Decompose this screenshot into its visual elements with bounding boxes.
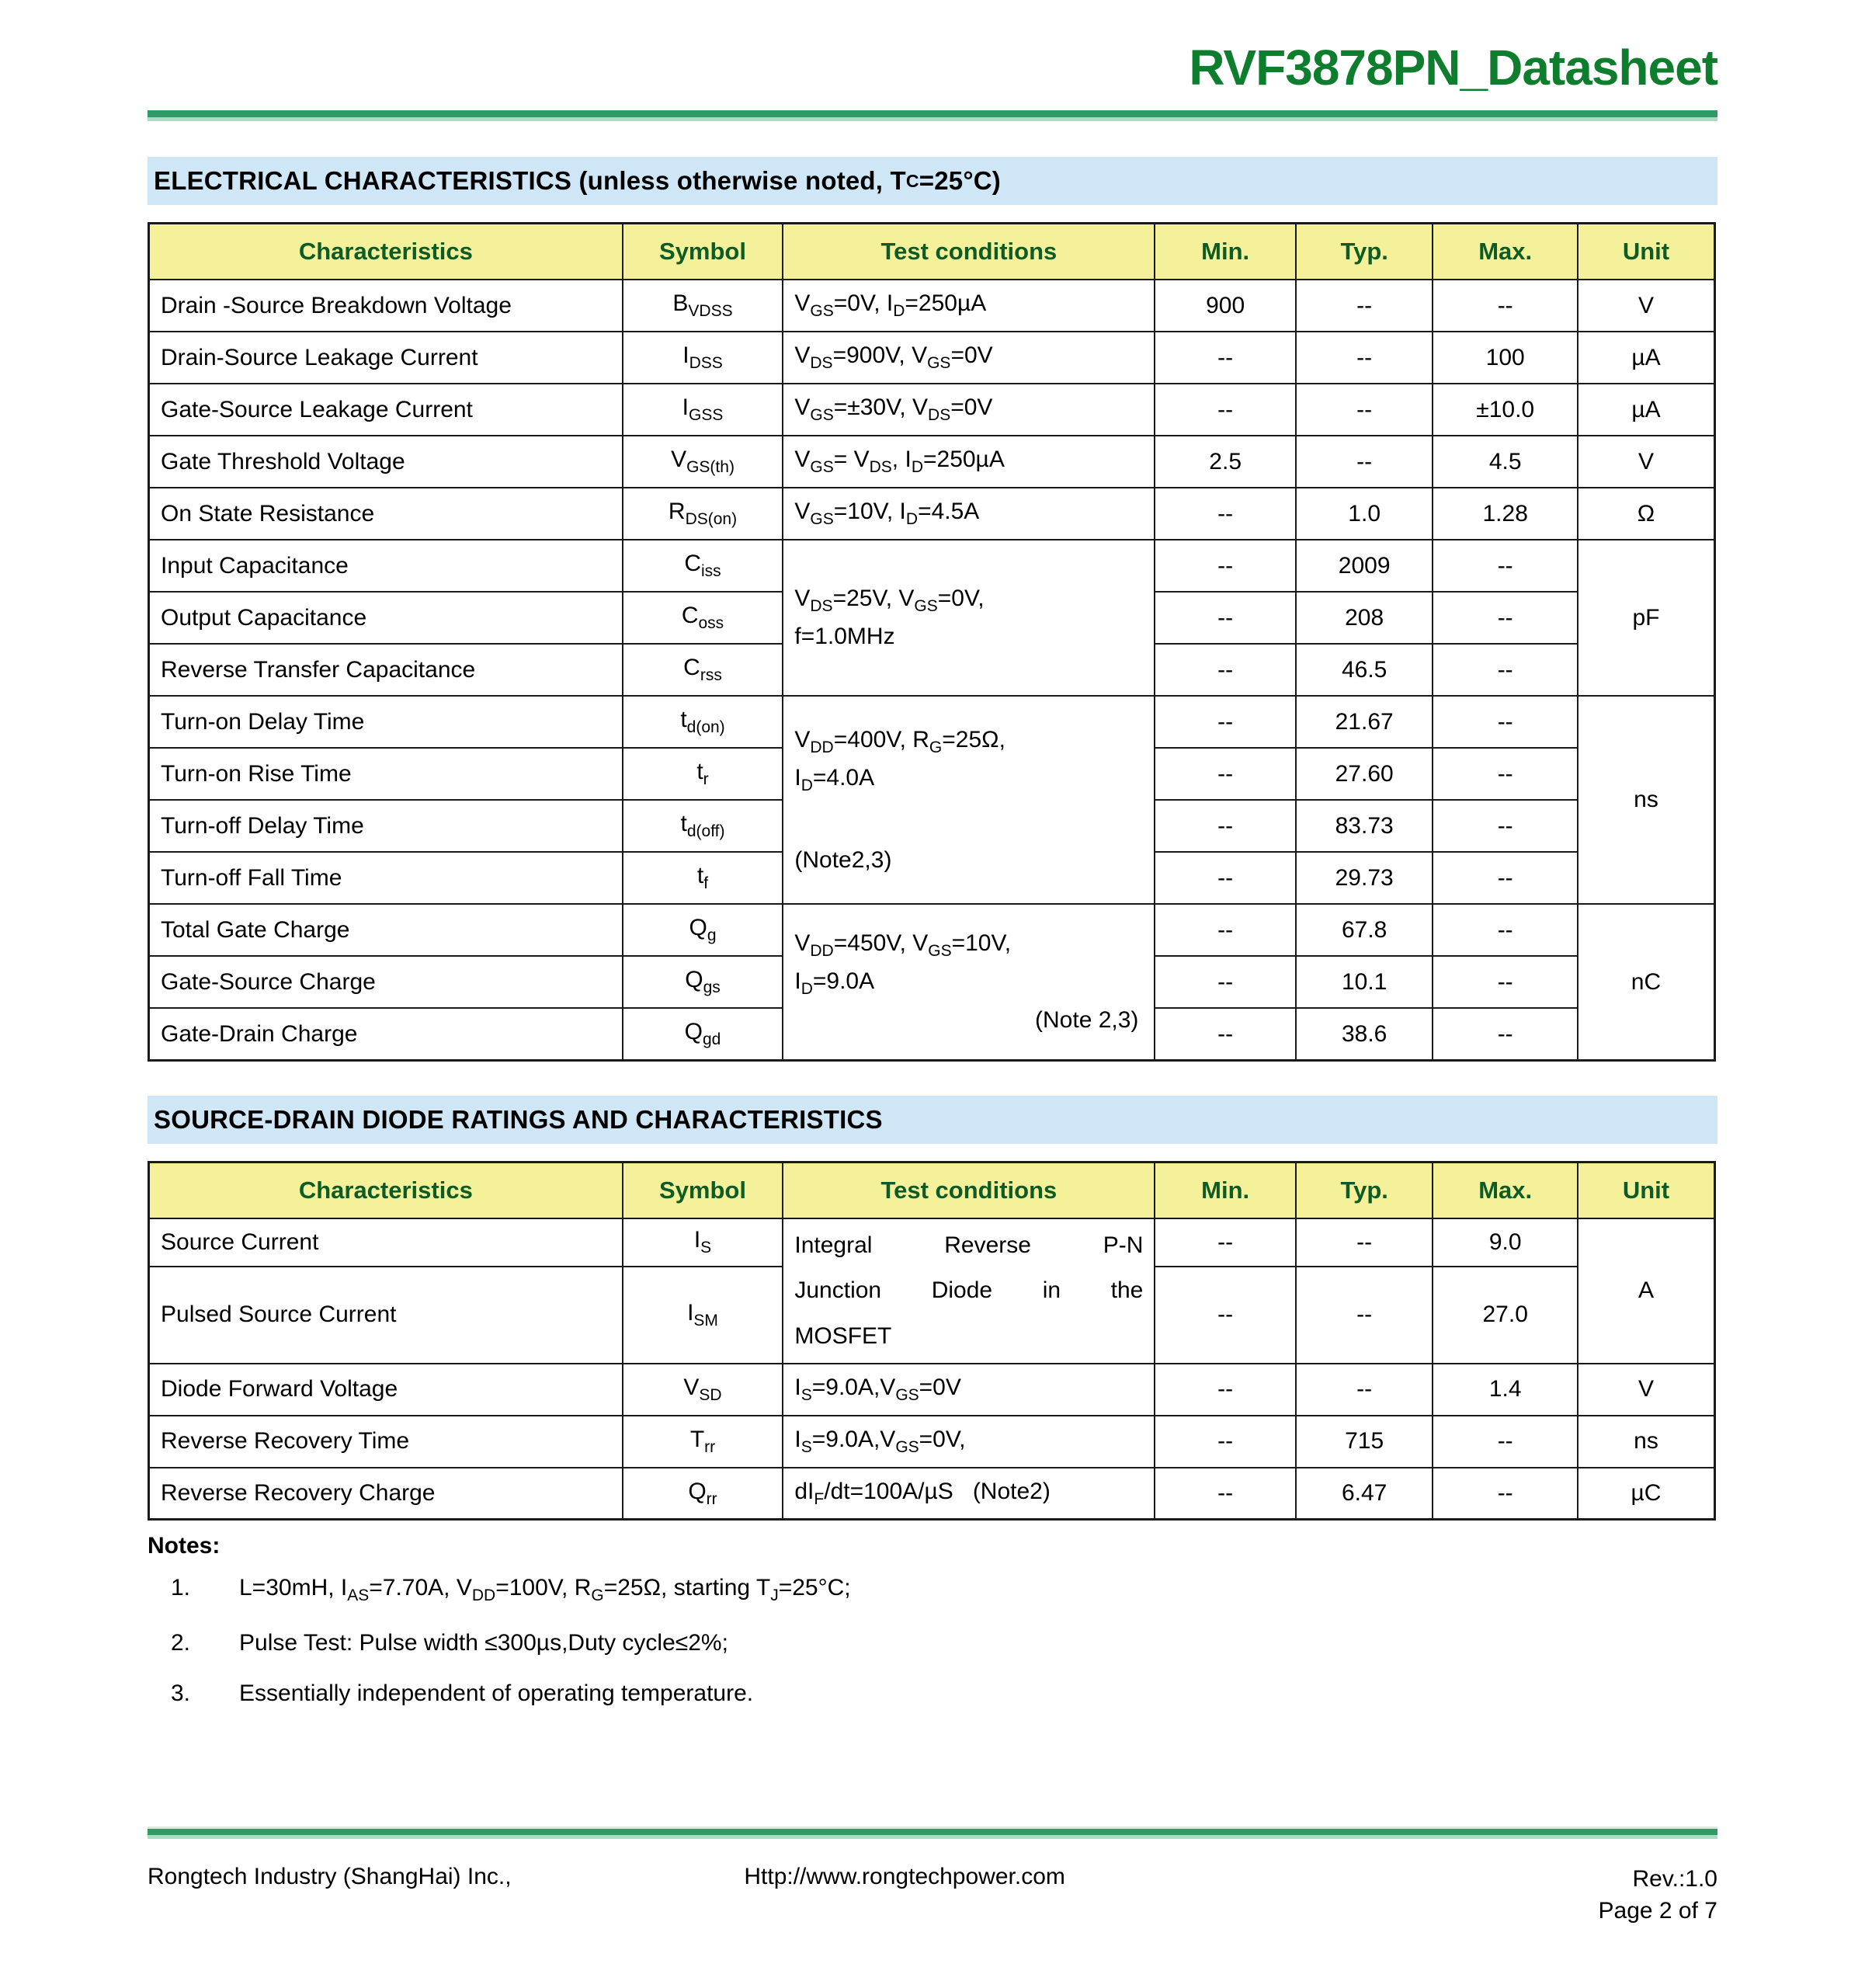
page-title: RVF3878PN_Datasheet: [1189, 40, 1717, 96]
symbol-sub: rr: [704, 1437, 716, 1456]
symbol-sub: SD: [699, 1385, 722, 1404]
cell-typ: 46.5: [1296, 644, 1433, 696]
table-row: [149, 904, 1715, 956]
table-header-row: [149, 224, 1715, 280]
cell-condition: $V_{GS}=\pm 30V$, $V_{DS}=0V$: [783, 384, 1155, 436]
cell-typ: 6.47: [1296, 1468, 1433, 1520]
cell-symbol: [623, 1008, 783, 1060]
table-header-row: [149, 1162, 1715, 1218]
condition-word: P-N: [1103, 1232, 1144, 1258]
cell-min: --: [1155, 384, 1296, 436]
symbol-sub: g: [707, 926, 717, 945]
notes-title: Notes:: [148, 1533, 221, 1559]
cell-characteristic: Drain -Source Breakdown Voltage: [149, 280, 623, 332]
cell-typ: --: [1296, 280, 1433, 332]
cell-condition: $V_{GS}=0V$, $I_D=250\mu A$: [783, 280, 1155, 332]
cell-max: --: [1433, 280, 1578, 332]
symbol-base: t: [680, 811, 687, 837]
cell-symbol: [623, 384, 783, 436]
cell-condition: $dI_F/dt=100A/\mu S$ (Note2): [783, 1468, 1155, 1520]
col-typ: Typ.: [1296, 224, 1433, 280]
symbol-base: t: [696, 863, 704, 889]
col-symbol: Symbol: [623, 1162, 783, 1218]
footer-page-number: Page 2 of 7: [1598, 1897, 1717, 1924]
condition-line-1: $V_{DD}=400V$, $R_G=25\Omega$,: [794, 726, 1005, 756]
header-rule: [148, 110, 1717, 121]
cell-unit: µA: [1578, 332, 1715, 384]
table-row: [149, 540, 1715, 592]
cell-min: --: [1155, 1008, 1296, 1060]
symbol-base: Q: [688, 1478, 707, 1504]
cell-condition: $I_S=9.0A,V_{GS}=0V$: [783, 1364, 1155, 1416]
cell-characteristic: Diode Forward Voltage: [149, 1364, 623, 1416]
cell-typ: 38.6: [1296, 1008, 1433, 1060]
cell-characteristic: Reverse Transfer Capacitance: [149, 644, 623, 696]
table-row: [149, 384, 1715, 436]
symbol-base: t: [696, 759, 703, 785]
cell-typ: 29.73: [1296, 852, 1433, 904]
cell-characteristic: Turn-off Delay Time: [149, 800, 623, 852]
condition-word: in: [1042, 1277, 1061, 1304]
cell-max: --: [1433, 1008, 1578, 1060]
section-heading-electrical-sub: C: [905, 170, 919, 191]
table-row: [149, 332, 1715, 384]
section-heading-diode: SOURCE-DRAIN DIODE RATINGS AND CHARACTERISTICS: [148, 1096, 1717, 1144]
condition-line-3: MOSFET: [794, 1322, 892, 1349]
footer-company: Rongtech Industry (ShangHai) Inc.,: [148, 1864, 512, 1889]
symbol-sub: DSS: [689, 354, 723, 373]
cell-min: --: [1155, 696, 1296, 748]
cell-min: --: [1155, 1416, 1296, 1468]
cell-max: --: [1433, 1416, 1578, 1468]
cell-unit: Ω: [1578, 488, 1715, 540]
symbol-sub: f: [703, 874, 709, 893]
cell-unit-gatecharge: nC: [1578, 904, 1715, 1060]
col-test-conditions: Test conditions: [783, 224, 1155, 280]
cell-min: --: [1155, 332, 1296, 384]
condition-line-2: $I_D=4.0A$: [794, 765, 875, 795]
table-row: [149, 696, 1715, 748]
cell-characteristic: Turn-off Fall Time: [149, 852, 623, 904]
cell-condition-diode: [783, 1218, 1155, 1364]
cell-characteristic: On State Resistance: [149, 488, 623, 540]
cell-characteristic: Drain-Source Leakage Current: [149, 332, 623, 384]
cell-characteristic: Source Current: [149, 1218, 623, 1267]
symbol-base: I: [682, 342, 689, 369]
cell-symbol: [623, 1468, 783, 1520]
section-heading-electrical-main: ELECTRICAL CHARACTERISTICS (unless otherwise noted, T: [154, 166, 906, 196]
cell-characteristic: Turn-on Rise Time: [149, 748, 623, 800]
cell-typ: 2009: [1296, 540, 1433, 592]
cell-typ: --: [1296, 1267, 1433, 1364]
cell-symbol: [623, 1218, 783, 1267]
notes-list: [148, 1573, 1717, 1708]
cell-symbol: [623, 696, 783, 748]
cell-symbol: [623, 488, 783, 540]
cell-max: --: [1433, 800, 1578, 852]
symbol-sub: GSS: [689, 406, 724, 425]
cell-unit: µA: [1578, 384, 1715, 436]
table-row: [149, 436, 1715, 488]
cell-max: 9.0: [1433, 1218, 1578, 1267]
cell-typ: 1.0: [1296, 488, 1433, 540]
footer-website[interactable]: Http://www.rongtechpower.com: [744, 1864, 1065, 1889]
cell-max: 1.28: [1433, 488, 1578, 540]
symbol-sub: rr: [706, 1489, 717, 1508]
table-row: [149, 1416, 1715, 1468]
note-item: [171, 1628, 1717, 1658]
cell-min: --: [1155, 540, 1296, 592]
note-text: L=30mH, $I_{AS}=7.70A$, $V_{DD}=100V$, $R_G=25\Omega$, starting $T_J=25^\circ C$;: [239, 1575, 851, 1605]
cell-min: --: [1155, 1364, 1296, 1416]
col-max: Max.: [1433, 224, 1578, 280]
cell-symbol: [623, 1364, 783, 1416]
symbol-sub: S: [700, 1239, 712, 1257]
source-drain-diode-table: [148, 1161, 1716, 1521]
cell-unit: ns: [1578, 1416, 1715, 1468]
cell-typ: --: [1296, 384, 1433, 436]
section-heading-electrical: [148, 157, 1717, 205]
symbol-base: C: [683, 655, 700, 681]
cell-symbol: [623, 1267, 783, 1364]
cell-characteristic: Input Capacitance: [149, 540, 623, 592]
footer-revision: Rev.:1.0: [1632, 1866, 1717, 1892]
col-max: Max.: [1433, 1162, 1578, 1218]
condition-line-2: [794, 1268, 1143, 1314]
col-symbol: Symbol: [623, 224, 783, 280]
symbol-sub: gs: [703, 978, 721, 997]
cell-max: --: [1433, 748, 1578, 800]
cell-max: --: [1433, 852, 1578, 904]
cell-symbol: [623, 1416, 783, 1468]
col-min: Min.: [1155, 224, 1296, 280]
cell-typ: 27.60: [1296, 748, 1433, 800]
cell-unit-capacitance: pF: [1578, 540, 1715, 696]
cell-condition-gatecharge: [783, 904, 1155, 1060]
note-item: [171, 1573, 1717, 1606]
cell-typ: 67.8: [1296, 904, 1433, 956]
electrical-characteristics-section: [148, 157, 1717, 1062]
cell-characteristic: Pulsed Source Current: [149, 1267, 623, 1364]
cell-characteristic: Turn-on Delay Time: [149, 696, 623, 748]
condition-line-1: $V_{DS}=25V$, $V_{GS}=0V$,: [794, 585, 985, 615]
cell-condition-capacitance: [783, 540, 1155, 696]
cell-symbol: [623, 436, 783, 488]
cell-min: --: [1155, 592, 1296, 644]
cell-min: --: [1155, 644, 1296, 696]
note-number: 1.: [171, 1575, 191, 1601]
note-text: Pulse Test: Pulse width ≤300µs,Duty cycle≤2%;: [239, 1629, 728, 1656]
cell-symbol: [623, 904, 783, 956]
col-characteristics: Characteristics: [149, 1162, 623, 1218]
table-row: [149, 1364, 1715, 1416]
cell-symbol: [623, 644, 783, 696]
note-item: [171, 1679, 1717, 1708]
cell-characteristic: Gate-Source Leakage Current: [149, 384, 623, 436]
footer-rule: [148, 1826, 1717, 1839]
electrical-characteristics-table: [148, 222, 1716, 1062]
col-typ: Typ.: [1296, 1162, 1433, 1218]
cell-unit-current: A: [1578, 1218, 1715, 1364]
symbol-sub: rss: [700, 666, 722, 685]
cell-unit: V: [1578, 436, 1715, 488]
source-drain-diode-section: [148, 1096, 1717, 1521]
symbol-base: T: [689, 1426, 705, 1452]
cell-max: 4.5: [1433, 436, 1578, 488]
cell-max: 1.4: [1433, 1364, 1578, 1416]
symbol-sub: d(off): [686, 822, 725, 841]
cell-max: --: [1433, 904, 1578, 956]
symbol-sub: GS(th): [686, 458, 735, 477]
cell-max: --: [1433, 956, 1578, 1008]
cell-min: --: [1155, 1218, 1296, 1267]
table-row: [149, 488, 1715, 540]
cell-unit-switching: ns: [1578, 696, 1715, 904]
cell-characteristic: Reverse Recovery Charge: [149, 1468, 623, 1520]
condition-note: (Note 2,3): [1035, 1006, 1139, 1033]
cell-typ: 21.67: [1296, 696, 1433, 748]
symbol-sub: d(on): [686, 718, 725, 737]
note-number: 3.: [171, 1680, 191, 1707]
cell-characteristic: Gate Threshold Voltage: [149, 436, 623, 488]
cell-typ: --: [1296, 1218, 1433, 1267]
note-text: Essentially independent of operating temperature.: [239, 1680, 754, 1707]
cell-characteristic: Gate-Drain Charge: [149, 1008, 623, 1060]
cell-symbol: [623, 332, 783, 384]
cell-min: --: [1155, 748, 1296, 800]
cell-typ: 10.1: [1296, 956, 1433, 1008]
col-unit: Unit: [1578, 224, 1715, 280]
cell-max: 27.0: [1433, 1267, 1578, 1364]
cell-min: --: [1155, 904, 1296, 956]
condition-word: Diode: [931, 1277, 993, 1304]
symbol-base: Q: [685, 967, 703, 993]
symbol-sub: iss: [701, 562, 721, 581]
symbol-sub: gd: [703, 1030, 721, 1049]
note-number: 2.: [171, 1629, 191, 1656]
symbol-base: B: [672, 290, 689, 317]
cell-symbol: [623, 800, 783, 852]
cell-max: ±10.0: [1433, 384, 1578, 436]
condition-note: (Note2): [972, 1478, 1051, 1504]
page-footer: [148, 1864, 1717, 1927]
cell-unit: V: [1578, 1364, 1715, 1416]
symbol-sub: r: [703, 770, 709, 789]
cell-typ: 83.73: [1296, 800, 1433, 852]
symbol-sub: DS(on): [685, 510, 738, 529]
symbol-base: C: [681, 603, 699, 629]
cell-characteristic: Reverse Recovery Time: [149, 1416, 623, 1468]
cell-characteristic: Gate-Source Charge: [149, 956, 623, 1008]
symbol-sub: VDSS: [688, 302, 733, 321]
cell-typ: --: [1296, 436, 1433, 488]
cell-max: --: [1433, 696, 1578, 748]
col-min: Min.: [1155, 1162, 1296, 1218]
symbol-base: R: [668, 499, 686, 525]
cell-min: --: [1155, 800, 1296, 852]
symbol-base: I: [682, 394, 689, 421]
cell-max: --: [1433, 644, 1578, 696]
footer-revision-block: [1341, 1864, 1717, 1927]
cell-condition: $V_{DS}=900V$, $V_{GS}=0V$: [783, 332, 1155, 384]
col-test-conditions: Test conditions: [783, 1162, 1155, 1218]
cell-min: --: [1155, 956, 1296, 1008]
symbol-base: Q: [684, 1019, 703, 1045]
condition-line-2: $I_D=9.0A$: [794, 968, 875, 999]
cell-symbol: [623, 748, 783, 800]
condition-note: (Note2,3): [794, 846, 892, 873]
cell-typ: 208: [1296, 592, 1433, 644]
cell-max: 100: [1433, 332, 1578, 384]
cell-max: --: [1433, 592, 1578, 644]
col-unit: Unit: [1578, 1162, 1715, 1218]
condition-word: Integral: [794, 1232, 873, 1258]
cell-unit: µC: [1578, 1468, 1715, 1520]
cell-condition: $I_S=9.0A,V_{GS}=0V$,: [783, 1416, 1155, 1468]
cell-symbol: [623, 956, 783, 1008]
condition-line-1: [794, 1223, 1143, 1269]
cell-min: 900: [1155, 280, 1296, 332]
cell-typ: --: [1296, 1364, 1433, 1416]
symbol-base: V: [683, 1374, 700, 1400]
cell-symbol: [623, 280, 783, 332]
cell-min: --: [1155, 1468, 1296, 1520]
symbol-base: C: [684, 551, 701, 577]
symbol-base: V: [671, 447, 687, 473]
cell-max: --: [1433, 1468, 1578, 1520]
condition-line-1: $V_{DD}=450V$, $V_{GS}=10V$,: [794, 930, 1012, 960]
section-heading-electrical-tail: =25°C): [919, 166, 1001, 196]
cell-condition-switching: [783, 696, 1155, 904]
cell-min: --: [1155, 1267, 1296, 1364]
col-characteristics: Characteristics: [149, 224, 623, 280]
cell-symbol: [623, 592, 783, 644]
condition-word: Reverse: [944, 1232, 1031, 1258]
symbol-base: Q: [689, 915, 707, 941]
table-row: [149, 1218, 1715, 1267]
cell-characteristic: Total Gate Charge: [149, 904, 623, 956]
cell-condition: $V_{GS}=10V$, $I_D=4.5A$: [783, 488, 1155, 540]
condition-word: the: [1110, 1277, 1144, 1304]
table-row: [149, 1468, 1715, 1520]
condition-word: Junction: [794, 1277, 882, 1304]
table-row: [149, 280, 1715, 332]
condition-spacer: [794, 799, 1143, 843]
cell-unit: V: [1578, 280, 1715, 332]
cell-min: 2.5: [1155, 436, 1296, 488]
symbol-sub: oss: [698, 614, 724, 633]
cell-condition: $V_{GS}= V_{DS}$, $I_D=250\mu A$: [783, 436, 1155, 488]
cell-min: --: [1155, 852, 1296, 904]
symbol-sub: SM: [693, 1311, 718, 1329]
cell-symbol: [623, 852, 783, 904]
cell-characteristic: Output Capacitance: [149, 592, 623, 644]
symbol-base: I: [693, 1227, 701, 1253]
cell-typ: 715: [1296, 1416, 1433, 1468]
symbol-base: I: [687, 1299, 694, 1326]
cell-min: --: [1155, 488, 1296, 540]
cell-typ: --: [1296, 332, 1433, 384]
cell-symbol: [623, 540, 783, 592]
symbol-base: t: [680, 707, 687, 733]
condition-line-2: f=1.0MHz: [794, 624, 895, 650]
cell-max: --: [1433, 540, 1578, 592]
